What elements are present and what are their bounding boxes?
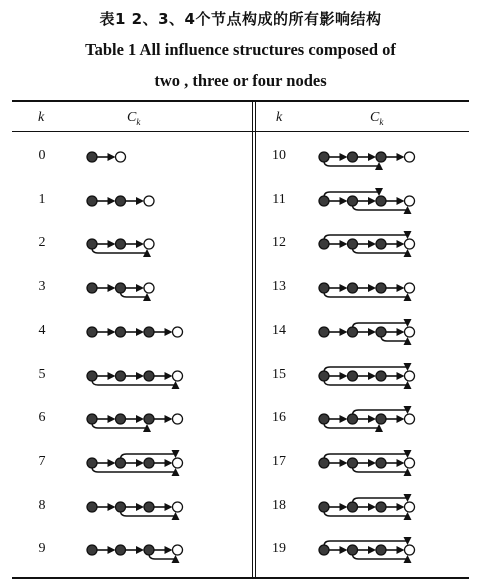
- influence-structure-diagram: [82, 268, 242, 308]
- node: [87, 283, 97, 293]
- node: [348, 414, 358, 424]
- influence-structure-diagram: [314, 530, 474, 570]
- chain-arrowhead: [368, 240, 376, 248]
- node: [116, 196, 126, 206]
- node: [376, 152, 386, 162]
- chain-arrowhead: [136, 197, 144, 205]
- node: [319, 545, 329, 555]
- node: [144, 545, 154, 555]
- node: [376, 414, 386, 424]
- node: [144, 458, 154, 468]
- influence-structure-diagram: [314, 137, 474, 177]
- node: [144, 502, 154, 512]
- node: [87, 502, 97, 512]
- chain-arrowhead: [136, 459, 144, 467]
- chain-arrowhead: [165, 415, 173, 423]
- node: [348, 327, 358, 337]
- chain-arrowhead: [368, 328, 376, 336]
- node: [348, 458, 358, 468]
- table-caption-english-line1: Table 1 All influence structures composed of: [85, 40, 396, 59]
- row-k-label: 13: [272, 279, 286, 295]
- chain-arrowhead: [108, 459, 116, 467]
- node: [116, 458, 126, 468]
- sink-node: [405, 283, 415, 293]
- chain-arrowhead: [340, 546, 348, 554]
- chain-arrowhead: [397, 240, 405, 248]
- influence-structure-diagram: [314, 312, 474, 352]
- chain-arrowhead: [368, 546, 376, 554]
- node: [376, 196, 386, 206]
- header-c-left-subscript: k: [136, 116, 141, 127]
- table-column-divider-2: [255, 102, 256, 578]
- influence-structure-diagram: [314, 356, 474, 396]
- header-c-right-symbol: C: [370, 110, 380, 125]
- chain-arrowhead: [397, 415, 405, 423]
- row-k-label: 4: [38, 322, 46, 338]
- node: [116, 327, 126, 337]
- chain-arrowhead: [397, 153, 405, 161]
- node: [87, 196, 97, 206]
- influence-arc: [324, 454, 408, 459]
- node: [376, 283, 386, 293]
- sink-node: [405, 458, 415, 468]
- chain-arrowhead: [108, 372, 116, 380]
- table-column-divider-1: [252, 102, 253, 578]
- chain-arrowhead: [108, 153, 116, 161]
- chain-arrowhead: [165, 372, 173, 380]
- node: [87, 414, 97, 424]
- chain-arrowhead: [397, 459, 405, 467]
- chain-arrowhead: [368, 197, 376, 205]
- influence-arc: [324, 367, 408, 372]
- sink-node: [173, 327, 183, 337]
- sink-node: [173, 414, 183, 424]
- table-bottom-rule: [12, 577, 469, 579]
- chain-arrowhead: [136, 328, 144, 336]
- node: [87, 327, 97, 337]
- node: [348, 545, 358, 555]
- sink-node: [144, 196, 154, 206]
- node: [376, 239, 386, 249]
- influence-structure-diagram: [82, 356, 242, 396]
- node: [319, 283, 329, 293]
- chain-arrowhead: [368, 459, 376, 467]
- sink-node: [405, 196, 415, 206]
- node: [319, 458, 329, 468]
- row-k-label: 3: [38, 279, 46, 295]
- influence-arc: [92, 467, 176, 472]
- chain-arrowhead: [368, 503, 376, 511]
- chain-arrowhead: [397, 197, 405, 205]
- node: [348, 371, 358, 381]
- chain-arrowhead: [165, 546, 173, 554]
- header-c-right-subscript: k: [379, 116, 384, 127]
- influence-structure-diagram: [314, 224, 474, 264]
- node: [116, 502, 126, 512]
- chain-arrowhead: [340, 503, 348, 511]
- node: [116, 414, 126, 424]
- chain-arrowhead: [108, 240, 116, 248]
- sink-node: [173, 458, 183, 468]
- influence-structure-diagram: [314, 443, 474, 483]
- chain-arrowhead: [108, 328, 116, 336]
- chain-arrowhead: [368, 372, 376, 380]
- influence-structure-diagram: [82, 443, 242, 483]
- chain-arrowhead: [136, 240, 144, 248]
- row-k-label: 15: [272, 366, 286, 382]
- node: [348, 152, 358, 162]
- chain-arrowhead: [136, 415, 144, 423]
- chain-arrowhead: [397, 284, 405, 292]
- header-k-right: k: [276, 110, 283, 125]
- table-top-rule: [12, 100, 469, 102]
- chain-arrowhead: [136, 503, 144, 511]
- row-k-label: 11: [272, 191, 286, 207]
- table-caption-english-line2: two , three or four nodes: [154, 71, 327, 90]
- node: [116, 239, 126, 249]
- node: [87, 239, 97, 249]
- node: [319, 414, 329, 424]
- node: [144, 414, 154, 424]
- chain-arrowhead: [340, 197, 348, 205]
- row-k-label: 5: [38, 366, 46, 382]
- sink-node: [405, 371, 415, 381]
- influence-arc: [92, 380, 176, 385]
- sink-node: [405, 545, 415, 555]
- node: [144, 371, 154, 381]
- node: [376, 327, 386, 337]
- influence-structure-diagram: [314, 487, 474, 527]
- influence-structure-diagram: [82, 312, 242, 352]
- chain-arrowhead: [368, 415, 376, 423]
- node: [116, 283, 126, 293]
- influence-structure-diagram: [82, 181, 242, 221]
- node: [319, 502, 329, 512]
- header-k-left: k: [38, 110, 45, 125]
- row-k-label: 10: [272, 148, 286, 163]
- influence-structure-diagram: [82, 487, 242, 527]
- influence-arc: [381, 336, 408, 341]
- row-k-label: 16: [272, 410, 286, 426]
- chain-arrowhead: [108, 546, 116, 554]
- sink-node: [173, 545, 183, 555]
- node: [87, 152, 97, 162]
- node: [348, 283, 358, 293]
- influence-structure-diagram: [82, 399, 242, 439]
- influence-structure-diagram: [82, 224, 242, 264]
- chain-arrowhead: [340, 284, 348, 292]
- influence-arc: [149, 554, 176, 559]
- node: [319, 239, 329, 249]
- chain-arrowhead: [397, 372, 405, 380]
- influence-structure-diagram: [314, 268, 474, 308]
- row-k-label: 9: [38, 541, 46, 557]
- influence-arc: [324, 541, 408, 546]
- row-k-label: 6: [38, 410, 46, 426]
- node: [348, 196, 358, 206]
- header-c-right: [370, 110, 383, 127]
- node: [376, 371, 386, 381]
- header-c-left: [127, 110, 140, 127]
- sink-node: [116, 152, 126, 162]
- chain-arrowhead: [397, 328, 405, 336]
- chain-arrowhead: [397, 546, 405, 554]
- chain-arrowhead: [136, 284, 144, 292]
- row-k-label: 19: [272, 541, 286, 557]
- chain-arrowhead: [165, 503, 173, 511]
- chain-arrowhead: [368, 284, 376, 292]
- row-k-label: 18: [272, 497, 286, 513]
- node: [87, 371, 97, 381]
- node: [319, 327, 329, 337]
- chain-arrowhead: [108, 503, 116, 511]
- row-k-label: 14: [272, 322, 286, 338]
- node: [376, 545, 386, 555]
- sink-node: [144, 283, 154, 293]
- chain-arrowhead: [368, 153, 376, 161]
- chain-arrowhead: [340, 372, 348, 380]
- node: [348, 502, 358, 512]
- chain-arrowhead: [340, 328, 348, 336]
- influence-structure-diagram: [82, 530, 242, 570]
- row-k-label: 12: [272, 235, 286, 251]
- influence-arc: [121, 292, 148, 297]
- chain-arrowhead: [136, 546, 144, 554]
- node: [319, 371, 329, 381]
- row-k-label: 0: [38, 148, 46, 163]
- node: [348, 239, 358, 249]
- node: [116, 545, 126, 555]
- node: [376, 502, 386, 512]
- sink-node: [405, 239, 415, 249]
- influence-arc: [324, 380, 408, 385]
- node: [87, 458, 97, 468]
- row-k-label: 8: [38, 497, 46, 513]
- node: [319, 196, 329, 206]
- influence-structure-diagram: [314, 181, 474, 221]
- row-k-label: 1: [38, 191, 46, 207]
- influence-arc: [324, 292, 408, 297]
- chain-arrowhead: [108, 415, 116, 423]
- influence-structure-diagram: [82, 137, 242, 177]
- influence-structure-diagram: [314, 399, 474, 439]
- chain-arrowhead: [165, 459, 173, 467]
- chain-arrowhead: [108, 284, 116, 292]
- node: [319, 152, 329, 162]
- sink-node: [173, 371, 183, 381]
- node: [87, 545, 97, 555]
- chain-arrowhead: [108, 197, 116, 205]
- influence-arc: [324, 511, 408, 516]
- sink-node: [144, 239, 154, 249]
- chain-arrowhead: [136, 372, 144, 380]
- sink-node: [405, 327, 415, 337]
- table-header-rule: [12, 131, 469, 132]
- row-k-label: 7: [38, 453, 46, 469]
- node: [376, 458, 386, 468]
- influence-arc: [324, 235, 408, 240]
- row-k-label: 17: [272, 453, 286, 469]
- row-k-label: 2: [38, 235, 46, 251]
- node: [144, 327, 154, 337]
- sink-node: [173, 502, 183, 512]
- sink-node: [405, 502, 415, 512]
- chain-arrowhead: [340, 459, 348, 467]
- node: [116, 371, 126, 381]
- chain-arrowhead: [340, 153, 348, 161]
- sink-node: [405, 152, 415, 162]
- chain-arrowhead: [340, 415, 348, 423]
- chain-arrowhead: [165, 328, 173, 336]
- chain-arrowhead: [397, 503, 405, 511]
- chain-arrowhead: [340, 240, 348, 248]
- sink-node: [405, 414, 415, 424]
- header-c-left-symbol: C: [127, 110, 137, 125]
- table-caption-chinese: 表1 2、3、4个节点构成的所有影响结构: [99, 10, 382, 28]
